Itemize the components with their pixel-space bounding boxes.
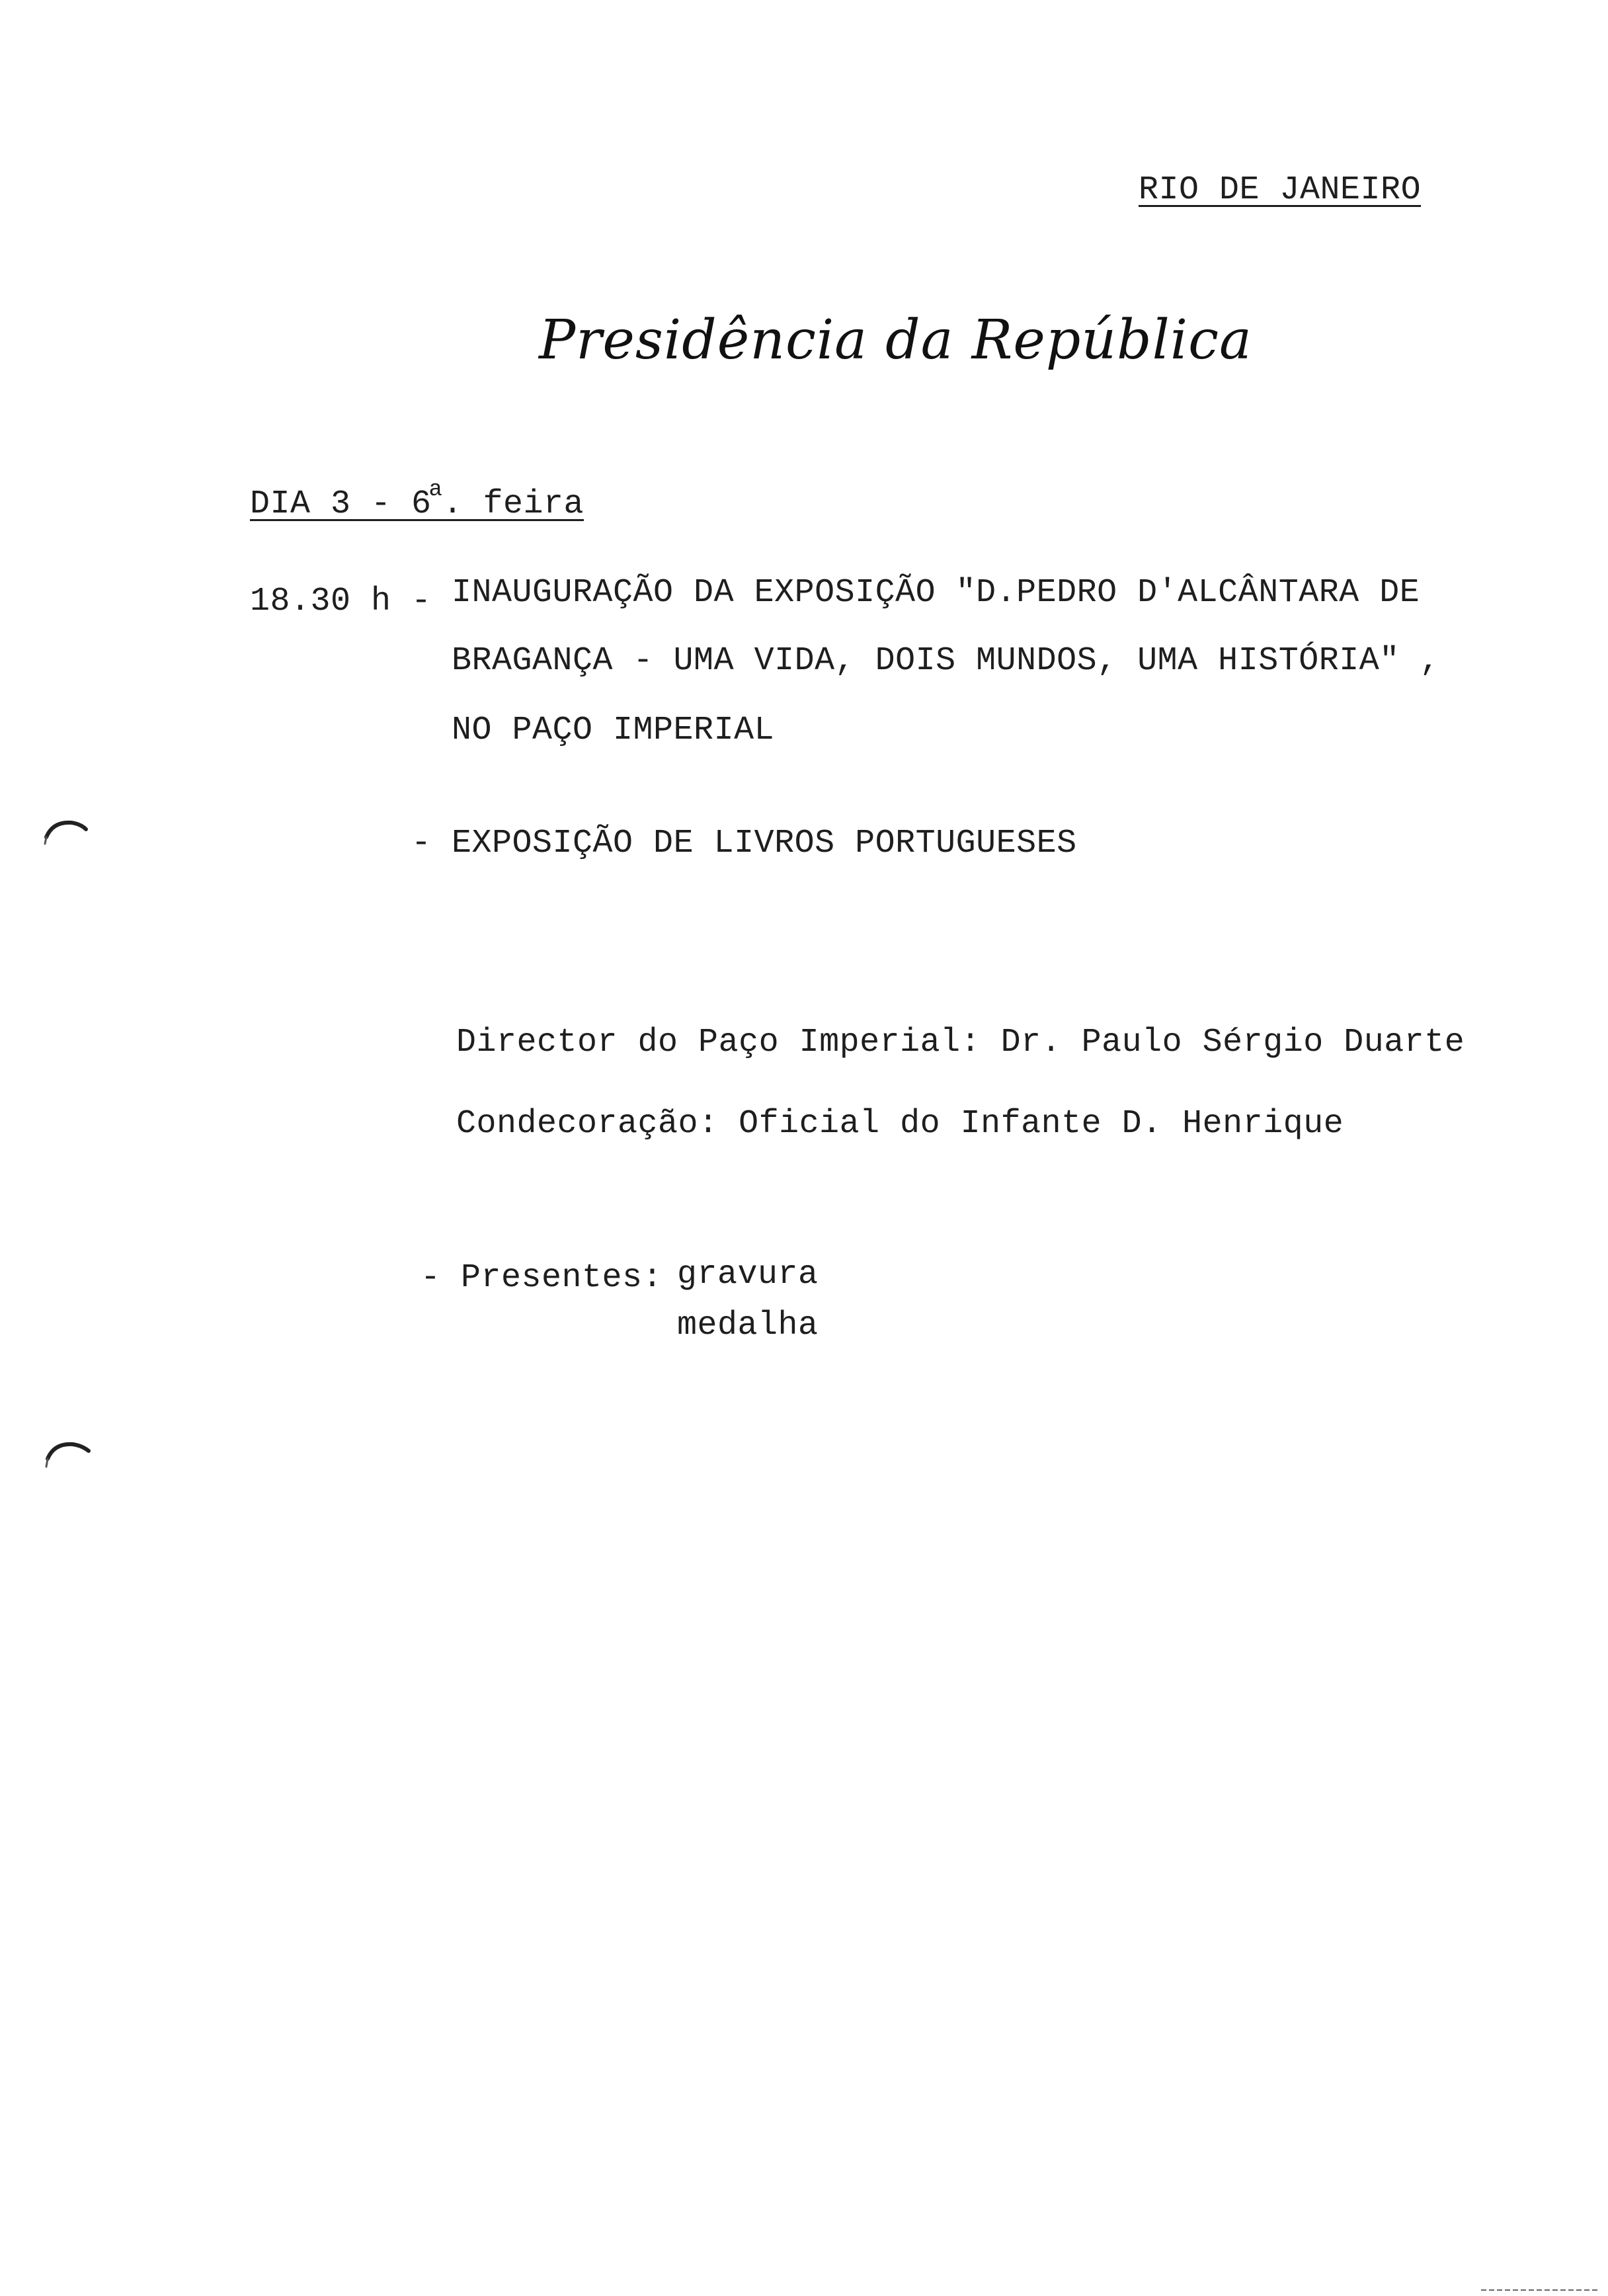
- event-line-2: BRAGANÇA - UMA VIDA, DOIS MUNDOS, UMA HISTÓRIA" ,: [452, 642, 1440, 680]
- event-time: 18.30 h -: [250, 583, 432, 620]
- day-heading: [250, 477, 584, 527]
- gift-item: gravura: [677, 1256, 819, 1293]
- scan-edge-line: [1481, 2287, 1600, 2293]
- decoration-line: Condecoração: Oficial do Infante D. Henrique: [456, 1105, 1344, 1143]
- location-heading: RIO DE JANEIRO: [1139, 171, 1422, 209]
- gifts-label: - Presentes:: [421, 1259, 663, 1297]
- punch-hole-mark: [41, 815, 94, 861]
- event-line-4: - EXPOSIÇÃO DE LIVROS PORTUGUESES: [411, 825, 1077, 862]
- day-ordinal: a: [428, 477, 443, 503]
- gift-item: medalha: [677, 1307, 819, 1344]
- day-prefix: DIA 3 - 6: [250, 485, 432, 523]
- director-line: Director do Paço Imperial: Dr. Paulo Sérgio Duarte: [456, 1024, 1465, 1061]
- punch-hole-mark: [42, 1436, 95, 1483]
- event-line-1: INAUGURAÇÃO DA EXPOSIÇÃO "D.PEDRO D'ALCÂNTARA DE: [452, 574, 1420, 612]
- letterhead: Presidência da República: [539, 309, 1252, 372]
- day-suffix: . feira: [442, 485, 584, 523]
- event-line-3: NO PAÇO IMPERIAL: [452, 712, 775, 749]
